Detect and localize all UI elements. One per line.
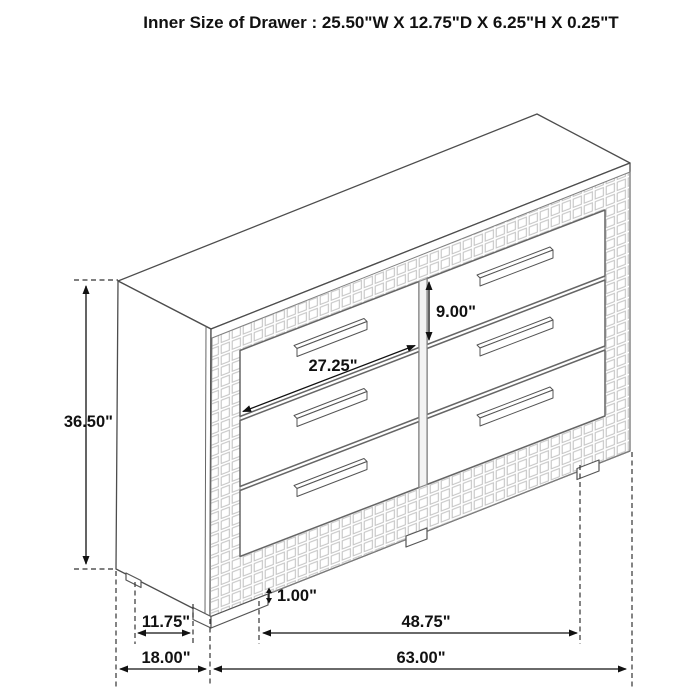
dim-label-overall-height: 36.50" <box>63 413 113 431</box>
dim-front-foot-spacing <box>263 613 577 633</box>
dim-label-foot-height: 1.00" <box>277 587 317 605</box>
dim-overall-height <box>64 286 113 564</box>
dim-overall-width <box>214 649 626 669</box>
center-divider <box>419 279 427 488</box>
dim-label-front-foot-spacing: 48.75" <box>401 613 451 631</box>
diagram-title: Inner Size of Drawer : 25.50"W X 12.75"D X 6.25"H X 0.25"T <box>143 13 619 32</box>
dim-side-foot-spacing <box>138 613 190 633</box>
dresser-drawing <box>116 114 630 628</box>
dim-label-drawer-height: 9.00" <box>436 303 476 321</box>
dim-label-drawer-width: 27.25" <box>308 357 358 375</box>
dim-overall-depth <box>120 649 206 669</box>
dresser-side-panel <box>116 281 211 617</box>
dim-label-overall-width: 63.00" <box>396 649 446 667</box>
dim-label-overall-depth: 18.00" <box>141 649 191 667</box>
dim-label-side-foot-spacing: 11.75" <box>141 613 191 631</box>
